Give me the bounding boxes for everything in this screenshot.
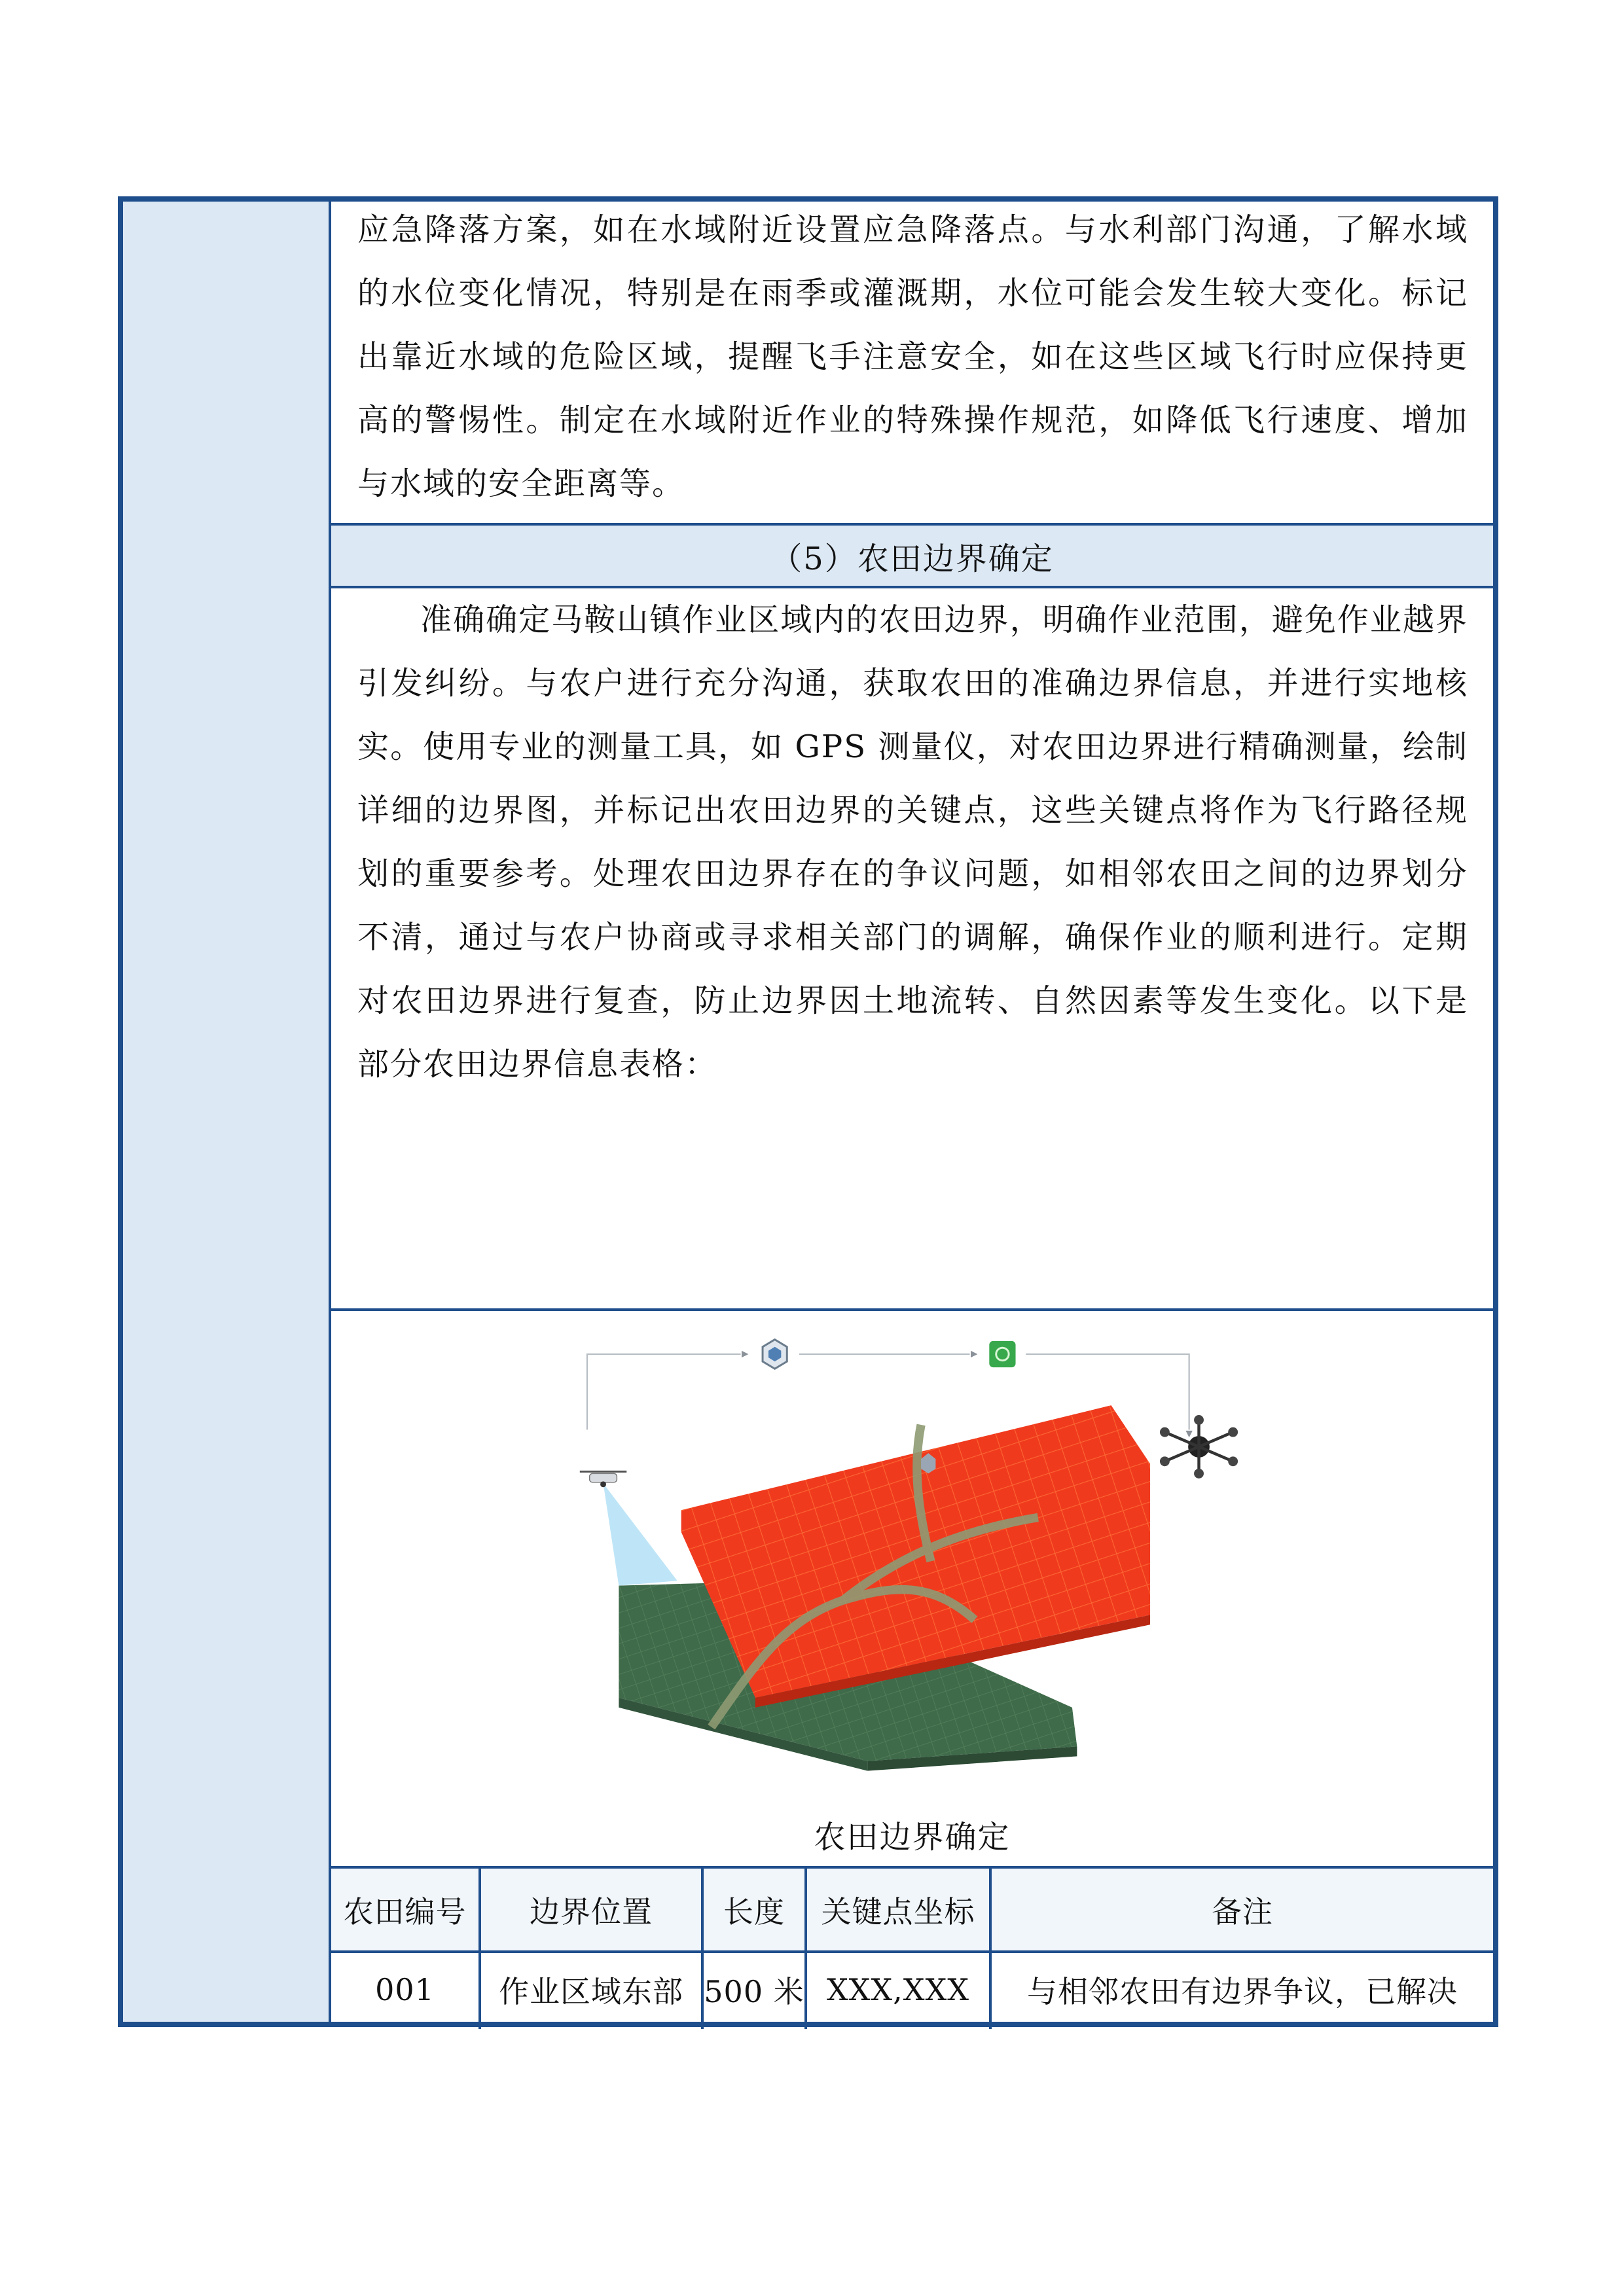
paragraph-field-boundary: 准确确定马鞍山镇作业区域内的农田边界，明确作业范围，避免作业越界引发纠纷。与农户进行充分沟通，获取农田的准确边界信息，并进行实地核实。使用专业的测量工具，如 GPS 测量仪，对农田边界进行精确测量，绘制详细的边界图，并标记出农田边界的关键点，这些关键点将作为飞行路径规划的重要参考。处理农田边界存在的争议问题，如相邻农田之间的边界划分不清，通过与农户协商或寻求相关部门的调解，确保作业的顺利进行。定期对农田边界进行复查，防止边界因土地流转、自然因素等发生变化。以下是部分农田边界信息表格： xyxy=(357,601,1468,1083)
table-cell: 500 米 xyxy=(704,1950,807,2029)
left-label-column xyxy=(123,202,331,2022)
table-cell: XXX,XXX xyxy=(807,1950,992,2029)
paragraph-cell-1 xyxy=(331,202,1493,526)
table-header-cell: 农田编号 xyxy=(331,1869,481,1950)
paragraph-cell-2 xyxy=(331,588,1493,1311)
app-icon xyxy=(989,1341,1015,1367)
table-cell: 与相邻农田有边界争议，已解决 xyxy=(1027,1974,1458,2009)
table-header-cell: 边界位置 xyxy=(481,1869,704,1950)
document-frame xyxy=(118,196,1498,2027)
table-header-cell: 备注 xyxy=(1212,1893,1273,1929)
section-heading-cell xyxy=(331,526,1493,588)
table-header-row xyxy=(331,1869,1493,1953)
boundary-table xyxy=(331,1869,1493,2022)
survey-drone-icon xyxy=(580,1471,626,1487)
section-heading: （5）农田边界确定 xyxy=(770,540,1054,577)
table-cell: 001 xyxy=(331,1950,481,2029)
software-icon xyxy=(763,1340,787,1369)
table-header-cell: 长度 xyxy=(704,1869,807,1950)
figure-caption: 农田边界确定 xyxy=(814,1819,1011,1856)
figure-cell xyxy=(331,1311,1493,1869)
table-cell: 作业区域东部 xyxy=(481,1950,704,2029)
spray-drone-icon xyxy=(1160,1415,1238,1479)
table-row xyxy=(331,1950,1493,2029)
paragraph-water-safety: 应急降落方案，如在水域附近设置应急降落点。与水利部门沟通，了解水域的水位变化情况，特别是在雨季或灌溉期，水位可能会发生较大变化。标记出靠近水域的危险区域，提醒飞手注意安全，如在这些区域飞行时应保持更高的警惕性。制定在水域附近作业的特殊操作规范，如降低飞行速度、增加与水域的安全距离等。 xyxy=(357,211,1468,502)
content-column xyxy=(331,202,1493,2022)
table-header-cell: 关键点坐标 xyxy=(807,1869,992,1950)
field-boundary-illustration xyxy=(429,1327,1379,1785)
